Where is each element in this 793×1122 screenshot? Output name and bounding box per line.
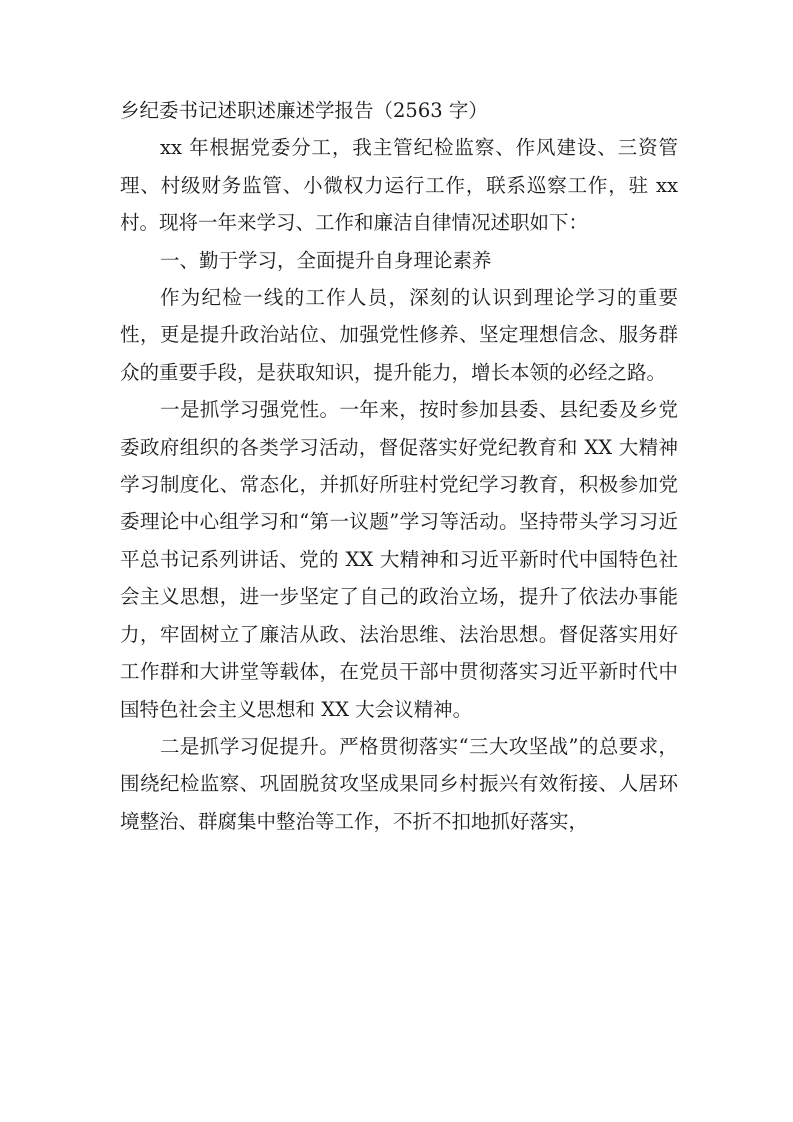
paragraph-study-importance: 作为纪检一线的工作人员，深刻的认识到理论学习的重要性，更是提升政治站位、加强党性修养、坚定理想信念、服务群众的重要手段，是获取知识，提升能力，增长本领的必经之路。 — [120, 286, 678, 384]
paragraph-study-improvement: 二是抓学习促提升。严格贯彻落实“三大攻坚战”的总要求，围绕纪检监察、巩固脱贫攻坚成果同乡村振兴有效衔接、人居环境整治、群腐集中整治等工作，不折不扣地抓好落实， — [120, 734, 678, 833]
section-heading-study: 一、勤于学习，全面提升自身理论素养 — [160, 248, 492, 272]
paragraph-intro: xx 年根据党委分工，我主管纪检监察、作风建设、三资管理、村级财务监管、小微权力运行工作，联系巡察工作，驻 xx 村。现将一年来学习、工作和廉洁自律情况述职如下： — [120, 136, 678, 235]
document-title: 乡纪委书记述职述廉述学报告（2563 字） — [120, 99, 488, 122]
document-body — [120, 92, 678, 840]
paragraph-study-party-spirit: 一是抓学习强党性。一年来，按时参加县委、县纪委及乡党委政府组织的各类学习活动，督促落实好党纪教育和 XX 大精神学习制度化、常态化，并抓好所驻村党纪学习教育，积极参加党委理论中心组学习和“第一议题”学习等活动。坚持带头学习习近平总书记系列讲话、党的 XX 大精神和习近平新时代中国特色社会主义思想，进一步坚定了自己的政治立场，提升了依法办事能力，牢固树立了廉洁从政、法治思维、法治思想。督促落实用好工作群和大讲堂等载体，在党员干部中贯彻落实习近平新时代中国特色社会主义思想和 XX 大会议精神。 — [120, 398, 678, 721]
